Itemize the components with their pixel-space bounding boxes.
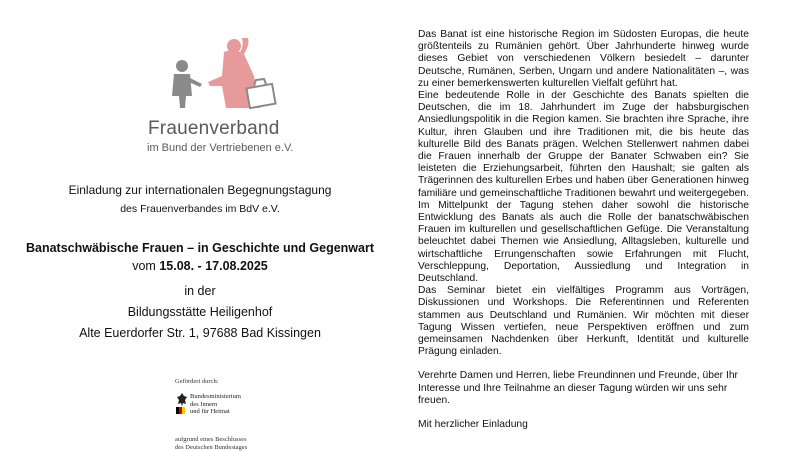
- frauenverband-logo: [150, 36, 290, 116]
- decision-line-1: aufgrund eines Beschlusses: [175, 436, 285, 444]
- ministry-line-2: des Innern: [190, 401, 270, 409]
- paragraph-greeting: Verehrte Damen und Herren, liebe Freundinnen und Freunde, über Ihr Interesse und Ihre Teilnahme an dieser Tagung würden wir uns sehr freuen.: [418, 370, 749, 407]
- paragraph-german-settlers: Eine bedeutende Rolle in der Geschichte des Banats spielten die Deutschen, die im 18. Jahrhundert im Zuge der habsburgischen Ansiedlungspolitik in die Region kamen. Sie brachten ihre Sprache, ihre Kultur, ihren Glauben und ihre Traditionen mit, die bis heute das kulturelle Bild des Banats prägen. Welchen Stellenwert nahmen dabei die Frauen innerhalb der Gruppe der Banater Schwaben ein? Sie leisteten die Erziehungsarbeit, führten den Haushalt; sie galten als Trägerinnen des kulturellen Erbes und haben über Generationen hinweg familiäre und gemeinschaftliche Traditionen bewahrt und weitergegeben.: [418, 90, 749, 200]
- paragraph-seminar-program: Das Seminar bietet ein vielfältiges Programm aus Vorträgen, Diskussionen und Workshops. Die Referentinnen und Referenten stammen aus Deutschland und Rumänien. Wir möchten mit dieser Tagung Wissen vertiefen, neue Perspektiven eröffnen und zum gemeinsamen Nachdenken über Herkunft, Identität und kulturelle Prägung einladen.: [418, 285, 749, 358]
- ministry-line-1: Bundesministerium: [190, 393, 270, 401]
- paragraph-conference-focus: Im Mittelpunkt der Tagung stehen daher sowohl die historische Entwicklung des Banats als auch die Rolle der banatschwäbischen Frauen im kulturellen und gesellschaftlichen Gefüge. Die Veranstaltung beleuchtet dabei Themen wie Ansiedlung, Alltagsleben, kulturelle und wirtschaftliche Errungenschaften sowie Erfahrungen mit Flucht, Verschleppung, Deportation, Aussiedlung und Integration in Deutschland.: [418, 200, 749, 285]
- dates-prefix: vom: [132, 259, 156, 273]
- venue-name: Bildungsstätte Heiligenhof: [0, 305, 400, 319]
- brand-subtitle: im Bund der Vertriebenen e.V.: [147, 142, 293, 154]
- decision-line-2: des Deutschen Bundestages: [175, 444, 285, 451]
- funded-by-label: Gefördert durch:: [175, 378, 219, 385]
- event-dates: [0, 259, 400, 273]
- closing-line: Mit herzlicher Einladung: [418, 419, 749, 431]
- left-column: [0, 0, 400, 450]
- ministry-name: [190, 393, 270, 416]
- ministry-line-3: und für Heimat: [190, 408, 270, 416]
- in-der-text: in der: [0, 284, 400, 298]
- brand-name: Frauenverband: [148, 118, 279, 140]
- paragraph-banat-region: Das Banat ist eine historische Region im Südosten Europas, die heute größtenteils zu Rumänien gehört. Über Jahrhunderte hinweg wurde dieses Gebiet von verschiedenen Völkern besiedelt – darunter Deutsche, Rumänen, Serben, Ungarn und andere Nationalitäten –, was zu einer bemerkenswerten kulturellen Vielfalt geführt hat.: [418, 29, 749, 90]
- invitation-body: [418, 29, 749, 431]
- event-title: Banatschwäbische Frauen – in Geschichte und Gegenwart: [0, 241, 400, 255]
- invitation-line-1: Einladung zur internationalen Begegnungstagung: [0, 183, 400, 197]
- invitation-line-2: des Frauenverbandes im BdV e.V.: [0, 203, 400, 215]
- dates-value: 15.08. - 17.08.2025: [159, 259, 267, 273]
- bundestag-decision: [175, 436, 285, 451]
- venue-address: Alte Euerdorfer Str. 1, 97688 Bad Kissingen: [0, 326, 400, 340]
- federal-eagle-icon: [176, 392, 188, 414]
